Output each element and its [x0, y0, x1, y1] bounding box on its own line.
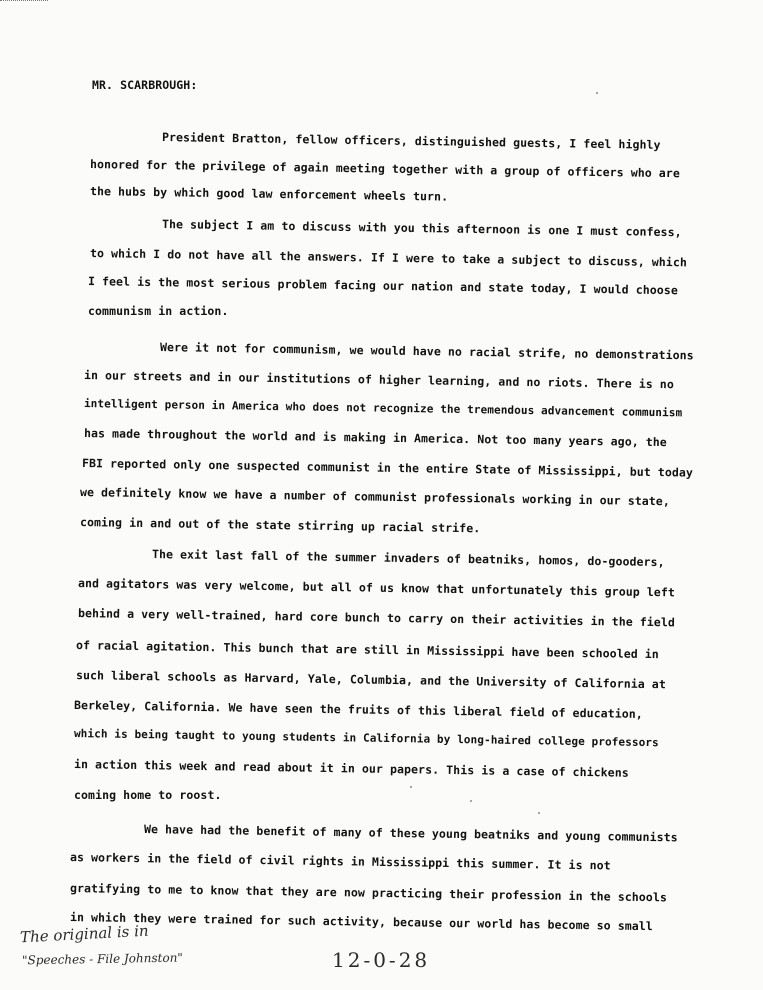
text-line: We have had the benefit of many of these young beatniks and young communists: [143, 822, 678, 845]
text-line: which is being taught to young students in California by long-haired college professors: [73, 727, 659, 750]
scan-speck: [470, 800, 472, 802]
text-line: to which I do not have all the answers. If I were to take a subject to discuss, which: [89, 246, 688, 270]
text-line: Were it not for communism, we would have no racial strife, no demonstrations: [159, 340, 694, 363]
text-line: as workers in the field of civil rights in Mississippi this summer. It is not: [69, 850, 611, 873]
handwritten-note-line1: The original is in: [19, 921, 149, 947]
handwritten-note-line2: "Speeches - File Johnston": [21, 950, 184, 968]
handwritten-date: 12-0-28: [332, 948, 431, 972]
text-line: gratifying to me to know that they are now practicing their profession in the schools: [69, 881, 668, 905]
scan-edge-mark: [0, 0, 48, 4]
scan-speck: [538, 812, 540, 814]
scan-speck: [596, 92, 598, 94]
scan-speck: [410, 786, 412, 788]
text-line: The exit last fall of the summer invaders of beatniks, homos, do-gooders,: [151, 547, 665, 570]
text-line: coming home to roost.: [74, 788, 222, 802]
text-line: in our streets and in our institutions of higher learning, and no riots. There is no: [83, 368, 675, 392]
text-line: has made throughout the world and is making in America. Not too many years ago, the: [83, 426, 668, 450]
text-line: honored for the privilege of again meeting together with a group of officers who are: [89, 157, 681, 181]
text-line: The subject I am to discuss with you this afternoon is one I must confess,: [161, 217, 682, 240]
text-line: of racial agitation. This bunch that are still in Mississippi have been schooled in: [75, 638, 660, 662]
text-line: such liberal schools as Harvard, Yale, Columbia, and the University of California at: [75, 668, 667, 692]
salutation-heading: MR. SCARBROUGH:: [92, 78, 198, 92]
text-line: behind a very well-trained, hard core bunch to carry on their activities in the field: [77, 606, 676, 630]
text-line: coming in and out of the state stirring up racial strife.: [79, 515, 481, 536]
text-line: we definitely know we have a number of communist professionals working in our state,: [79, 485, 671, 509]
text-line: in which they were trained for such activity, because our world has become so small: [69, 910, 654, 934]
text-line: intelligent person in America who does not recognize the tremendous advancement communism: [83, 397, 683, 420]
text-line: I feel is the most serious problem facing our nation and state today, I would choose: [87, 274, 679, 298]
text-line: and agitators was very welcome, but all of us know that unfortunately this group left: [77, 576, 676, 600]
text-line: Berkeley, California. We have seen the fruits of this liberal field of education,: [73, 698, 643, 721]
text-line: President Bratton, fellow officers, distinguished guests, I feel highly: [161, 130, 661, 152]
text-line: in action this week and read about it in our papers. This is a case of chickens: [73, 757, 629, 780]
text-line: FBI reported only one suspected communist in the entire State of Mississippi, but today: [81, 456, 694, 480]
text-line: the hubs by which good law enforcement wheels turn.: [89, 184, 449, 204]
text-line: communism in action.: [88, 304, 229, 318]
